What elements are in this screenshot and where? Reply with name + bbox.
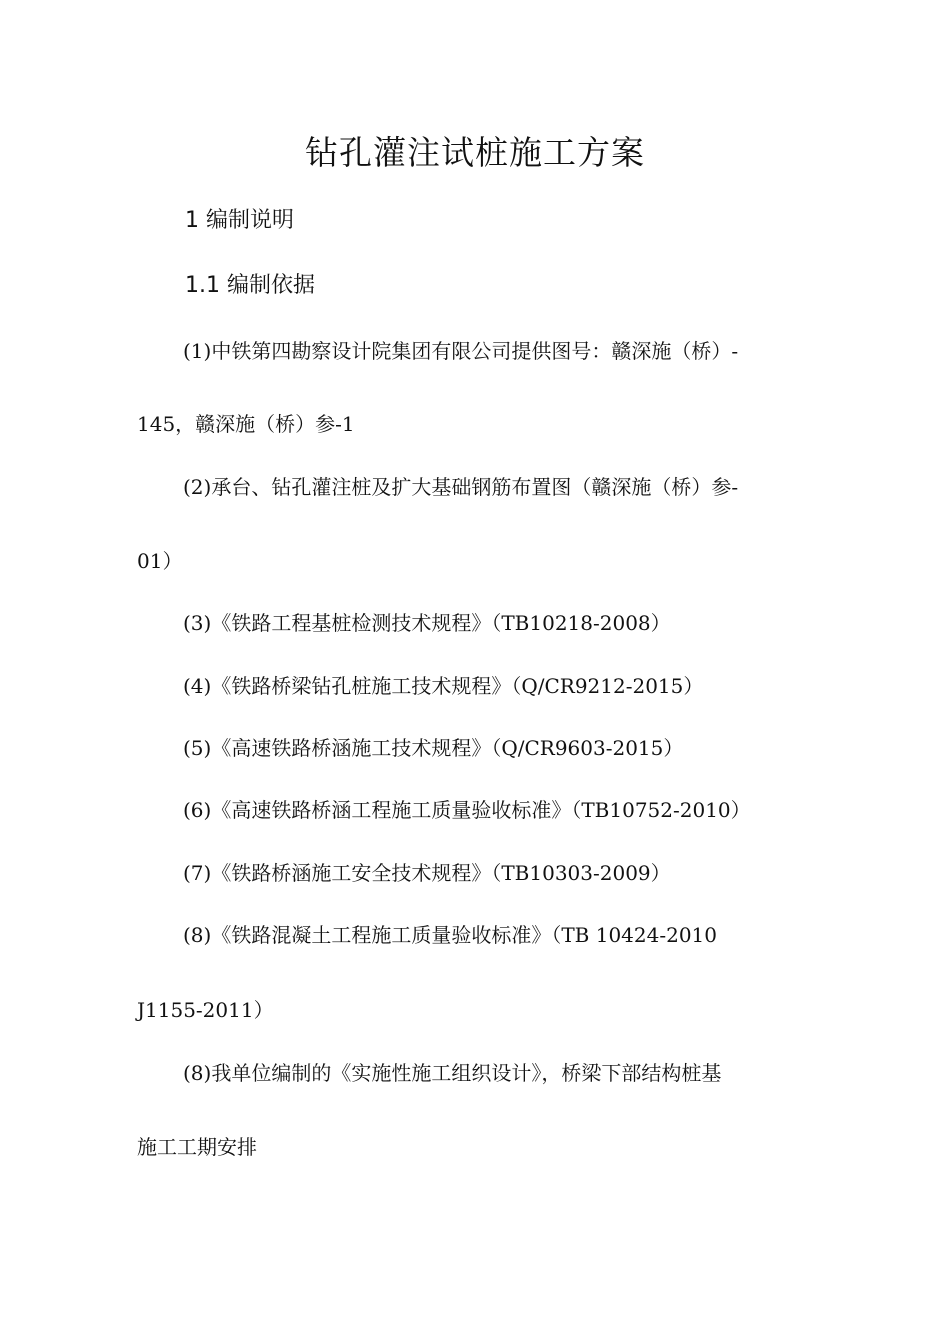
reference-item-8-continued: J1155-2011） xyxy=(137,998,274,1022)
reference-item-4: (4)《铁路桥梁钻孔桩施工技术规程》（Q/CR9212-2015） xyxy=(183,674,704,698)
reference-item-7: (7)《铁路桥涵施工安全技术规程》（TB10303-2009） xyxy=(183,861,671,885)
reference-item-9-continued: 施工工期安排 xyxy=(137,1135,257,1159)
reference-item-1: (1)中铁第四勘察设计院集团有限公司提供图号：赣深施（桥）- xyxy=(183,339,739,363)
reference-item-2-continued: 01） xyxy=(137,549,183,573)
reference-item-8: (8)《铁路混凝土工程施工质量验收标准》（TB 10424-2010 xyxy=(183,923,718,947)
reference-item-5: (5)《高速铁路桥涵施工技术规程》（Q/CR9603-2015） xyxy=(183,736,684,760)
reference-item-9: (8)我单位编制的《实施性施工组织设计》，桥梁下部结构桩基 xyxy=(183,1061,722,1085)
reference-item-6: (6)《高速铁路桥涵工程施工质量验收标准》（TB10752-2010） xyxy=(183,798,751,822)
reference-item-3: (3)《铁路工程基桩检测技术规程》（TB10218-2008） xyxy=(183,611,671,635)
section-heading: 1 编制说明 xyxy=(185,208,294,233)
reference-item-1-continued: 145，赣深施（桥）参-1 xyxy=(137,412,355,436)
reference-item-2: (2)承台、钻孔灌注桩及扩大基础钢筋布置图（赣深施（桥）参- xyxy=(183,475,739,499)
subsection-heading: 1.1 编制依据 xyxy=(185,273,315,298)
document-title: 钻孔灌注试桩施工方案 xyxy=(305,133,645,172)
